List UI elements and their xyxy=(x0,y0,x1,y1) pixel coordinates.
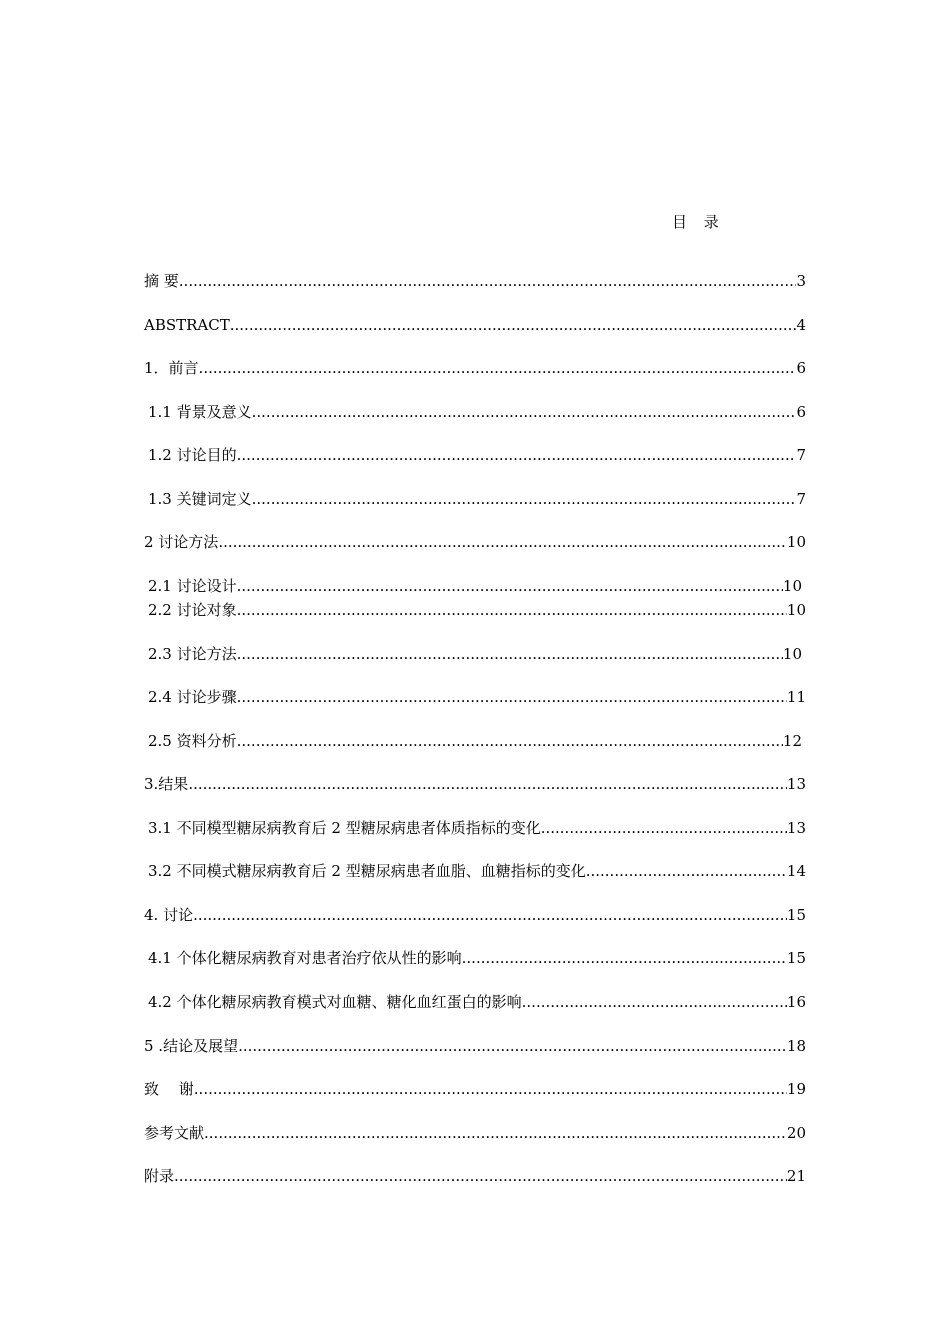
toc-entry-label: 3.结果 xyxy=(144,775,189,793)
toc-leader-dots xyxy=(237,600,787,620)
toc-entry-label: 1.2 讨论目的 xyxy=(148,446,237,464)
toc-leader-dots xyxy=(237,576,783,596)
toc-leader-dots xyxy=(252,489,797,509)
toc-entry-label: 2 讨论方法 xyxy=(144,533,219,551)
toc-entry-4[interactable] xyxy=(144,905,806,925)
toc-entry-label: 2.4 讨论步骤 xyxy=(148,688,237,706)
toc-entry-page: 21 xyxy=(786,1167,806,1185)
toc-entry-1-2[interactable] xyxy=(148,445,806,465)
toc-leader-dots xyxy=(237,644,783,664)
toc-entry-2-2[interactable] xyxy=(148,600,806,620)
toc-leader-dots xyxy=(179,271,797,291)
toc-entry-5[interactable] xyxy=(144,1036,806,1056)
toc-entry-page: 7 xyxy=(796,446,806,464)
toc-entry-acknowledgements[interactable] xyxy=(144,1079,806,1099)
toc-entry-abstract-en[interactable] xyxy=(144,315,806,335)
toc-entry-page: 20 xyxy=(786,1124,806,1142)
toc-entry-page: 19 xyxy=(786,1080,806,1098)
toc-leader-dots xyxy=(204,1123,787,1143)
toc-entry-page: 12 xyxy=(782,732,802,750)
toc-entry-page: 4 xyxy=(796,316,806,334)
toc-entry-label: 3.2 不同模式糖尿病教育后 2 型糖尿病患者血脂、血糖指标的变化 xyxy=(148,862,586,880)
toc-entry-label: 1.3 关键词定义 xyxy=(148,490,252,508)
toc-leader-dots xyxy=(541,818,787,838)
toc-leader-dots xyxy=(462,948,787,968)
toc-entry-2-3[interactable] xyxy=(148,644,802,664)
toc-entry-3-1[interactable] xyxy=(148,818,806,838)
toc-entry-label: 致 谢 xyxy=(144,1080,194,1098)
toc-entry-page: 3 xyxy=(796,272,806,290)
toc-entry-4-1[interactable] xyxy=(148,948,806,968)
toc-entry-label: 参考文献 xyxy=(144,1124,205,1142)
toc-entry-label: 3.1 不同模型糖尿病教育后 2 型糖尿病患者体质指标的变化 xyxy=(148,819,541,837)
toc-leader-dots xyxy=(218,532,787,552)
toc-entry-4-2[interactable] xyxy=(148,992,806,1012)
toc-entry-label: 附录 xyxy=(144,1167,175,1185)
toc-leader-dots xyxy=(237,687,787,707)
toc-entry-page: 10 xyxy=(782,577,802,595)
toc-leader-dots xyxy=(238,1036,787,1056)
toc-entry-page: 16 xyxy=(786,993,806,1011)
toc-entry-3[interactable] xyxy=(144,774,806,794)
toc-entry-label: 4.1 个体化糖尿病教育对患者治疗依从性的影响 xyxy=(148,949,462,967)
toc-entry-page: 15 xyxy=(786,906,806,924)
toc-entry-1-3[interactable] xyxy=(148,489,806,509)
toc-entry-label: 2.2 讨论对象 xyxy=(148,601,237,619)
toc-entry-page: 10 xyxy=(786,533,806,551)
toc-entry-page: 14 xyxy=(786,862,806,880)
toc-entry-label: 2.1 讨论设计 xyxy=(148,577,237,595)
toc-leader-dots xyxy=(522,992,787,1012)
toc-title: 目 录 xyxy=(672,213,725,231)
toc-entry-page: 6 xyxy=(796,403,806,421)
toc-entry-label: 5 .结论及展望 xyxy=(144,1037,239,1055)
toc-leader-dots xyxy=(188,774,787,794)
toc-entry-2-4[interactable] xyxy=(148,687,806,707)
toc-entry-page: 7 xyxy=(796,490,806,508)
toc-entry-label: 4. 讨论 xyxy=(144,906,194,924)
toc-entry-label: 1.1 背景及意义 xyxy=(148,403,252,421)
toc-entry-page: 10 xyxy=(782,645,802,663)
toc-leader-dots xyxy=(194,1079,787,1099)
toc-entry-page: 15 xyxy=(786,949,806,967)
toc-entry-page: 18 xyxy=(786,1037,806,1055)
toc-entry-3-2[interactable] xyxy=(148,861,806,881)
toc-entry-2[interactable] xyxy=(144,532,806,552)
toc-entry-appendix[interactable] xyxy=(144,1166,806,1186)
toc-leader-dots xyxy=(237,731,783,751)
toc-leader-dots xyxy=(230,315,797,335)
toc-leader-dots xyxy=(252,402,797,422)
toc-leader-dots xyxy=(586,861,787,881)
toc-leader-dots xyxy=(193,905,787,925)
toc-entry-page: 13 xyxy=(786,775,806,793)
toc-entry-abstract-cn[interactable] xyxy=(144,271,806,291)
toc-entry-label: 2.5 资料分析 xyxy=(148,732,237,750)
toc-entry-2-5[interactable] xyxy=(148,731,802,751)
toc-entry-page: 11 xyxy=(786,688,806,706)
toc-entry-label: 摘 要 xyxy=(144,272,179,290)
toc-leader-dots xyxy=(174,1166,787,1186)
toc-entry-2-1[interactable] xyxy=(148,576,802,596)
toc-leader-dots xyxy=(199,358,797,378)
toc-entry-1-1[interactable] xyxy=(148,402,806,422)
toc-entry-label: ABSTRACT xyxy=(144,316,230,334)
toc-entry-page: 6 xyxy=(796,359,806,377)
toc-entry-1[interactable] xyxy=(144,358,806,378)
toc-entry-label: 4.2 个体化糖尿病教育模式对血糖、糖化血红蛋白的影响 xyxy=(148,993,522,1011)
toc-entry-page: 13 xyxy=(786,819,806,837)
toc-entry-label: 2.3 讨论方法 xyxy=(148,645,237,663)
toc-entry-label: 1．前言 xyxy=(144,359,199,377)
toc-entry-references[interactable] xyxy=(144,1123,806,1143)
toc-leader-dots xyxy=(237,445,797,465)
toc-entry-page: 10 xyxy=(786,601,806,619)
